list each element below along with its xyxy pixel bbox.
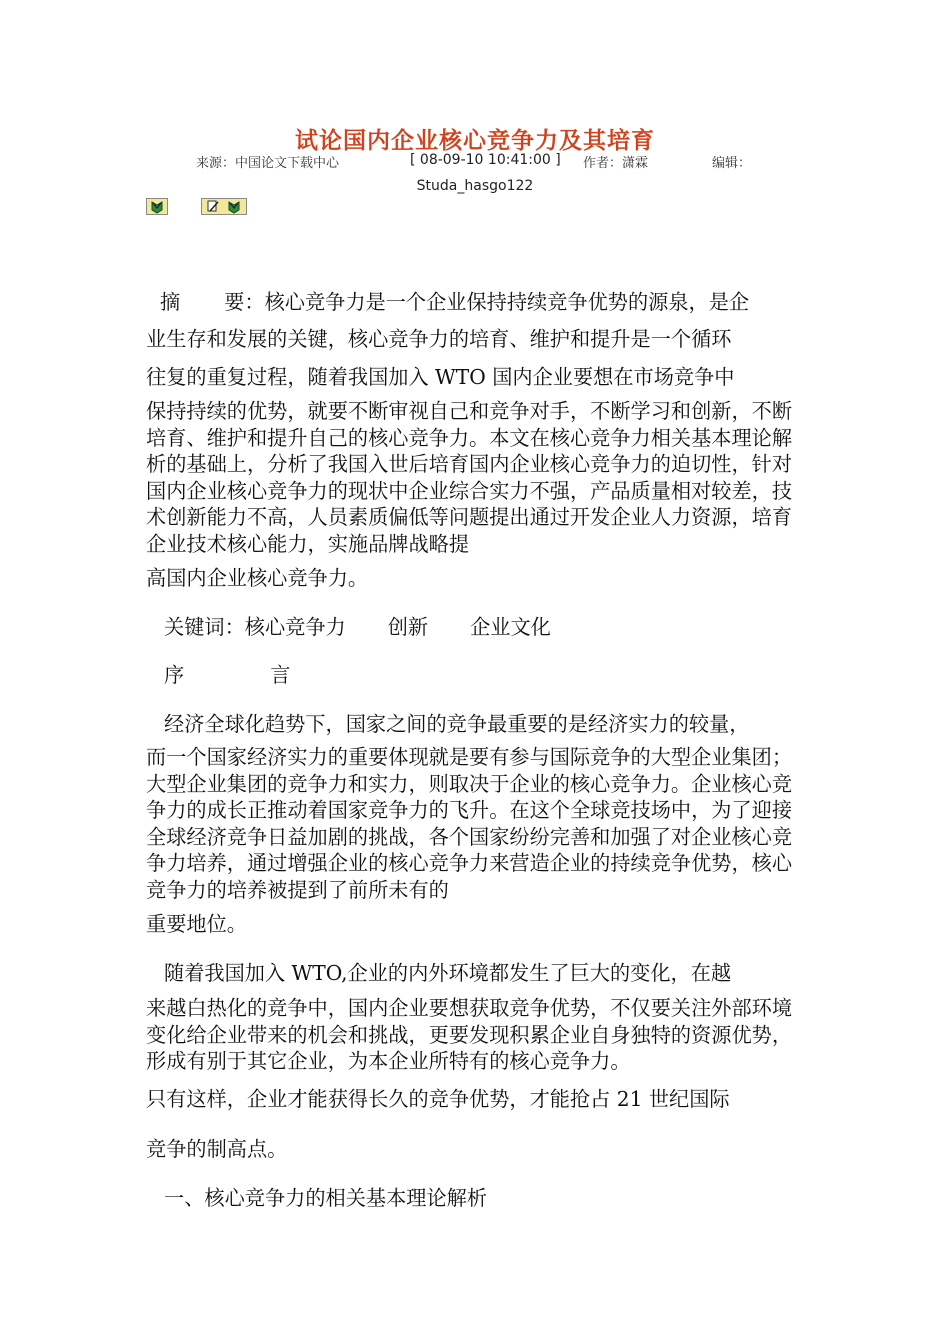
keywords [164, 611, 829, 640]
print-icon [229, 202, 239, 213]
edit-icon [208, 201, 218, 211]
preface-right: 言 [270, 663, 291, 687]
paragraph-1-first-line: 经济全球化趋势下，国家之间的竞争最重要的是经济实力的较量， [164, 712, 750, 736]
article-datetime: [ 08-09-10 10:41:00 ] [410, 152, 561, 168]
preface-heading [164, 659, 829, 688]
abstract-label-right: 要：核心竞争力是一个企业保持持续竞争优势的源泉，是企 [224, 290, 750, 314]
paragraph-1-body: 而一个国家经济实力的重要体现就是要有参与国际竞争的大型企业集团；大型企业集团的竞争力和实力，则取决于企业的核心竞争力。企业核心竞争力的成长正推动着国家竞争力的飞升。在这个全球竞技场中，为了迎接全球经济竞争日益加剧的挑战，各个国家纷纷完善和加强了对企业核心竞争力培养，通过增强企业的核心竞争力来营造企业的持续竞争优势，核心竞争力的培养被提到了前所未有的 [146, 745, 793, 902]
keyword-2: 创新 [387, 615, 429, 639]
keyword-3: 企业文化 [470, 615, 551, 639]
paragraph-2-last-line: 竞争的制高点。 [146, 1137, 288, 1161]
editor-label: 编辑： [712, 156, 752, 171]
paragraph-2-body: 来越白热化的竞争中，国内企业要想获取竞争优势，不仅要关注外部环境变化给企业带来的机会和挑战，更要发现积累企业自身独特的资源优势，形成有别于其它企业，为本企业所特有的核心竞争力。 [146, 996, 793, 1073]
abstract-line: 往复的重复过程，随着我国加入 WTO 国内企业要想在市场竞争中 [146, 365, 735, 389]
keyword-1: 关键词：核心竞争力 [164, 615, 346, 639]
abstract-line: 业生存和发展的关键，核心竞争力的培育、维护和提升是一个循环 [146, 327, 732, 351]
paragraph-2-line: 只有这样，企业才能获得长久的竞争优势，才能抢占 21 世纪国际 [146, 1087, 730, 1111]
article-source: 来源：中国论文下载中心 [196, 156, 340, 171]
article-author: 作者：潇霖 [583, 156, 649, 171]
abstract-label-left: 摘 [160, 290, 181, 314]
abstract-first-line [160, 286, 825, 315]
abstract-last-line: 高国内企业核心竞争力。 [146, 566, 369, 590]
edit-print-group[interactable] [201, 198, 247, 215]
print-icon[interactable] [146, 198, 168, 215]
preface-left: 序 [164, 663, 185, 687]
paragraph-2-first-line: 随着我国加入 WTO,企业的内外环境都发生了巨大的变化，在越 [164, 961, 732, 985]
article-title: 试论国内企业核心竞争力及其培育 [295, 127, 655, 154]
section-heading: 一、核心竞争力的相关基本理论解析 [164, 1186, 488, 1210]
abstract-body: 保持持续的优势，就要不断审视自己和竞争对手，不断学习和创新，不断培育、维护和提升自己的核心竞争力。本文在核心竞争力相关基本理论解析的基础上，分析了我国入世后培育国内企业核心竞争力的迫切性，针对国内企业核心竞争力的现状中企业综合实力不强，产品质量相对较差，技术创新能力不高，人员素质偏低等问题提出通过开发企业人力资源，培育企业技术核心能力，实施品牌战略提 [146, 399, 793, 556]
article-editor: Studa_hasgo122 [416, 178, 534, 194]
paragraph-1-last-line: 重要地位。 [146, 912, 247, 936]
